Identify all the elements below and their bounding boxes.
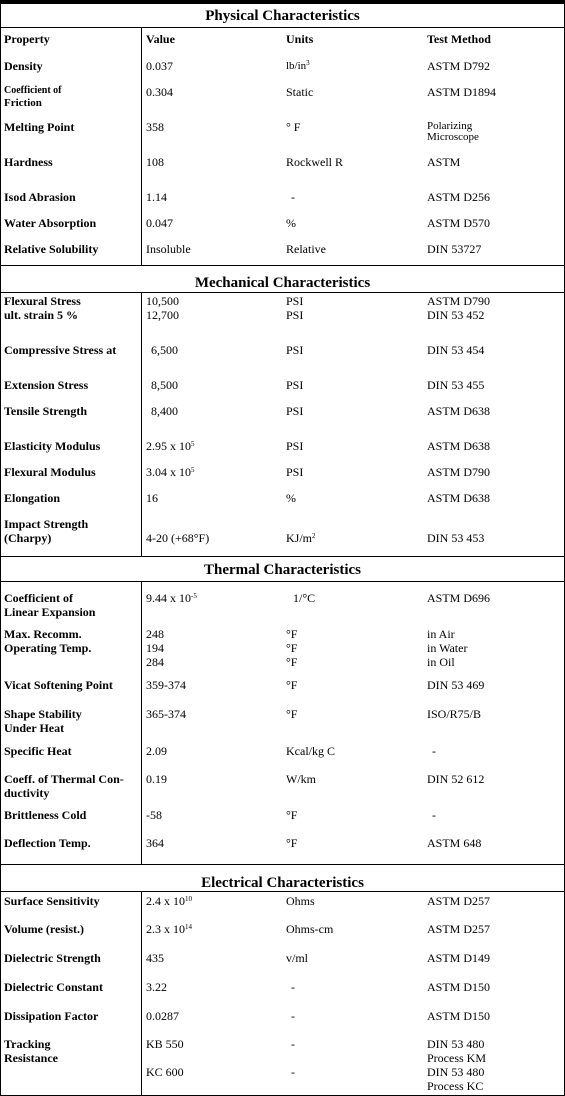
- elasticity-modulus-method: ASTM D638: [427, 439, 491, 453]
- thermal-conductivity-value: 0.19: [146, 772, 167, 786]
- solubility-method: DIN 53727: [427, 242, 482, 256]
- operating-temp-value-1: 248: [146, 627, 164, 641]
- column-divider-electrical: [141, 891, 142, 1096]
- tracking-resistance-method-1: DIN 53 480: [427, 1037, 485, 1051]
- shape-stability-value: 365-374: [146, 707, 186, 721]
- abrasion-property: Isod Abrasion: [4, 190, 76, 204]
- operating-temp-method-3: in Oil: [427, 655, 455, 669]
- abrasion-units: -: [291, 190, 295, 204]
- dielectric-strength-method: ASTM D149: [427, 951, 491, 965]
- elasticity-modulus-units: PSI: [286, 439, 304, 453]
- compressive-stress-units: PSI: [286, 343, 304, 357]
- extension-stress-property: Extension Stress: [4, 378, 89, 392]
- abrasion-value: 1.14: [146, 190, 167, 204]
- flexural-modulus-units: PSI: [286, 465, 304, 479]
- tensile-strength-value: 8,400: [151, 404, 178, 418]
- flexural-stress-units-2: PSI: [286, 308, 304, 322]
- rule-electrical-top: [1, 891, 564, 892]
- header-units: Units: [286, 32, 314, 46]
- water-absorption-value: 0.047: [146, 216, 173, 230]
- specific-heat-method: -: [432, 744, 436, 758]
- impact-strength-property-line2: (Charpy): [4, 531, 52, 545]
- column-divider-mechanical: [141, 292, 142, 556]
- linear-expansion-property-line1: Coefficient of: [4, 591, 73, 605]
- water-absorption-property: Water Absorption: [4, 216, 97, 230]
- abrasion-method: ASTM D256: [427, 190, 491, 204]
- mechanical-section-title: Mechanical Characteristics: [194, 275, 371, 291]
- hardness-method: ASTM: [427, 155, 461, 169]
- melting-point-method-line2: Microscope: [427, 131, 479, 143]
- dissipation-factor-value: 0.0287: [146, 1009, 179, 1023]
- dielectric-constant-method: ASTM D150: [427, 980, 491, 994]
- melting-point-value: 358: [146, 120, 164, 134]
- top-border: [1, 1, 564, 4]
- dissipation-factor-method: ASTM D150: [427, 1009, 491, 1023]
- header-test-method: Test Method: [427, 32, 491, 46]
- column-divider-physical: [141, 27, 142, 265]
- flexural-modulus-method: ASTM D790: [427, 465, 491, 479]
- elongation-units: %: [286, 491, 296, 505]
- density-value: 0.037: [146, 59, 173, 73]
- surface-sensitivity-property: Surface Sensitivity: [4, 894, 100, 908]
- melting-point-property: Melting Point: [4, 120, 75, 134]
- linear-expansion-value: 9.44 x $10^{-5}$: [146, 591, 197, 605]
- rule-physical-top: [1, 27, 564, 28]
- impact-strength-method: DIN 53 453: [427, 531, 485, 545]
- hardness-units: Rockwell R: [286, 155, 343, 169]
- thermal-section-title: Thermal Characteristics: [203, 562, 362, 578]
- thermal-conductivity-units: W/km: [286, 772, 316, 786]
- dielectric-constant-property: Dielectric Constant: [4, 980, 103, 994]
- deflection-temp-method: ASTM 648: [427, 836, 482, 850]
- deflection-temp-units: °F: [286, 836, 298, 850]
- melting-point-method-line1: Polarizing: [427, 120, 473, 132]
- tracking-resistance-method-4: Process KC: [427, 1079, 484, 1093]
- water-absorption-units: %: [286, 216, 296, 230]
- hardness-value: 108: [146, 155, 164, 169]
- impact-strength-units: $KJ/m^2$: [286, 531, 316, 545]
- brittleness-method: -: [432, 808, 436, 822]
- water-absorption-method: ASTM D570: [427, 216, 491, 230]
- volume-resist-method: ASTM D257: [427, 922, 491, 936]
- dielectric-constant-value: 3.22: [146, 980, 167, 994]
- solubility-value: Insoluble: [146, 242, 191, 256]
- operating-temp-units-2: °F: [286, 641, 298, 655]
- tracking-resistance-method-2: Process KM: [427, 1051, 486, 1065]
- specific-heat-units: Kcal/kg C: [286, 744, 335, 758]
- shape-stability-units: °F: [286, 707, 298, 721]
- vicat-value: 359-374: [146, 678, 186, 692]
- density-method: ASTM D792: [427, 59, 491, 73]
- operating-temp-value-3: 284: [146, 655, 164, 669]
- friction-property-line1: Coefficient of: [4, 85, 62, 96]
- flexural-modulus-property: Flexural Modulus: [4, 465, 96, 479]
- dielectric-strength-value: 435: [146, 951, 164, 965]
- tensile-strength-property: Tensile Strength: [4, 404, 88, 418]
- shape-stability-method: ISO/R75/B: [427, 707, 482, 721]
- friction-method: ASTM D1894: [427, 85, 497, 99]
- tensile-strength-method: ASTM D638: [427, 404, 491, 418]
- rule-mechanical-bottom: [1, 556, 564, 557]
- vicat-units: °F: [286, 678, 298, 692]
- elongation-method: ASTM D638: [427, 491, 491, 505]
- elasticity-modulus-value: 2.95 x $10^5$: [146, 439, 195, 453]
- density-property: Density: [4, 59, 43, 73]
- friction-value: 0.304: [146, 85, 173, 99]
- dielectric-strength-property: Dielectric Strength: [4, 951, 101, 965]
- compressive-stress-value: 6,500: [151, 343, 178, 357]
- deflection-temp-property: Deflection Temp.: [4, 836, 91, 850]
- surface-sensitivity-units: Ohms: [286, 894, 315, 908]
- header-value: Value: [146, 32, 175, 46]
- column-divider-thermal: [141, 581, 142, 864]
- flexural-stress-method-1: ASTM D790: [427, 294, 491, 308]
- flexural-stress-value-1: 10,500: [146, 294, 179, 308]
- elongation-value: 16: [146, 491, 158, 505]
- flexural-modulus-value: 3.04 x $10^5$: [146, 465, 195, 479]
- density-units: $lb/in^3$: [286, 59, 310, 72]
- extension-stress-method: DIN 53 455: [427, 378, 485, 392]
- tracking-resistance-method-3: DIN 53 480: [427, 1065, 485, 1079]
- friction-property-line2: Friction: [4, 97, 42, 109]
- volume-resist-value: 2.3 x $10^{14}$: [146, 922, 192, 936]
- surface-sensitivity-method: ASTM D257: [427, 894, 491, 908]
- dissipation-factor-property: Dissipation Factor: [4, 1009, 99, 1023]
- linear-expansion-property-line2: Linear Expansion: [4, 605, 96, 619]
- vicat-method: DIN 53 469: [427, 678, 485, 692]
- operating-temp-method-2: in Water: [427, 641, 468, 655]
- operating-temp-units-3: °F: [286, 655, 298, 669]
- operating-temp-units-1: °F: [286, 627, 298, 641]
- flexural-stress-method-2: DIN 53 452: [427, 308, 485, 322]
- brittleness-property: Brittleness Cold: [4, 808, 87, 822]
- operating-temp-value-2: 194: [146, 641, 164, 655]
- elasticity-modulus-property: Elasticity Modulus: [4, 439, 101, 453]
- tracking-resistance-value-1: KB 550: [146, 1037, 184, 1051]
- deflection-temp-value: 364: [146, 836, 164, 850]
- rule-mechanical-top: [1, 292, 564, 293]
- extension-stress-units: PSI: [286, 378, 304, 392]
- solubility-property: Relative Solubility: [4, 242, 99, 256]
- rule-thermal-bottom: [1, 864, 564, 865]
- operating-temp-property-line2: Operating Temp.: [4, 641, 92, 655]
- dielectric-constant-units: -: [291, 980, 295, 994]
- dissipation-factor-units: -: [291, 1009, 295, 1023]
- hardness-property: Hardness: [4, 155, 53, 169]
- thermal-conductivity-property-line2: ductivity: [4, 786, 50, 800]
- flexural-stress-units-1: PSI: [286, 294, 304, 308]
- shape-stability-property-line2: Under Heat: [4, 721, 65, 735]
- solubility-units: Relative: [286, 242, 326, 256]
- physical-section-title: Physical Characteristics: [205, 8, 360, 24]
- compressive-stress-method: DIN 53 454: [427, 343, 485, 357]
- volume-resist-units: Ohms-cm: [286, 922, 334, 936]
- tracking-resistance-value-2: KC 600: [146, 1065, 184, 1079]
- vicat-property: Vicat Softening Point: [4, 678, 113, 692]
- melting-point-units: ° F: [286, 120, 301, 134]
- tracking-resistance-property-line2: Resistance: [4, 1051, 58, 1065]
- brittleness-units: °F: [286, 808, 298, 822]
- specific-heat-value: 2.09: [146, 744, 167, 758]
- impact-strength-value: 4-20 (+68°F): [146, 531, 210, 545]
- thermal-conductivity-property-line1: Coeff. of Thermal Con-: [4, 772, 124, 786]
- brittleness-value: -58: [146, 808, 162, 822]
- header-property: Property: [4, 32, 50, 46]
- linear-expansion-method: ASTM D696: [427, 591, 491, 605]
- compressive-stress-property: Compressive Stress at: [4, 343, 117, 357]
- dielectric-strength-units: v/ml: [286, 951, 309, 965]
- volume-resist-property: Volume (resist.): [4, 922, 84, 936]
- flexural-stress-property-line2: ult. strain 5 %: [4, 308, 79, 322]
- operating-temp-property-line1: Max. Recomm.: [4, 627, 82, 641]
- electrical-section-title: Electrical Characteristics: [201, 875, 364, 891]
- extension-stress-value: 8,500: [151, 378, 178, 392]
- surface-sensitivity-value: 2.4 x $10^{10}$: [146, 894, 192, 908]
- specific-heat-property: Specific Heat: [4, 744, 72, 758]
- impact-strength-property-line1: Impact Strength: [4, 517, 89, 531]
- tracking-resistance-units-2: -: [291, 1065, 295, 1079]
- flexural-stress-property-line1: Flexural Stress: [4, 294, 81, 308]
- thermal-conductivity-method: DIN 52 612: [427, 772, 485, 786]
- shape-stability-property-line1: Shape Stability: [4, 707, 82, 721]
- tracking-resistance-property-line1: Tracking: [4, 1037, 51, 1051]
- tracking-resistance-units-1: -: [291, 1037, 295, 1051]
- rule-thermal-top: [1, 581, 564, 582]
- linear-expansion-units: 1/°C: [293, 591, 316, 605]
- friction-units: Static: [286, 85, 314, 99]
- rule-physical-bottom: [1, 265, 564, 266]
- operating-temp-method-1: in Air: [427, 627, 455, 641]
- flexural-stress-value-2: 12,700: [146, 308, 179, 322]
- tensile-strength-units: PSI: [286, 404, 304, 418]
- elongation-property: Elongation: [4, 491, 61, 505]
